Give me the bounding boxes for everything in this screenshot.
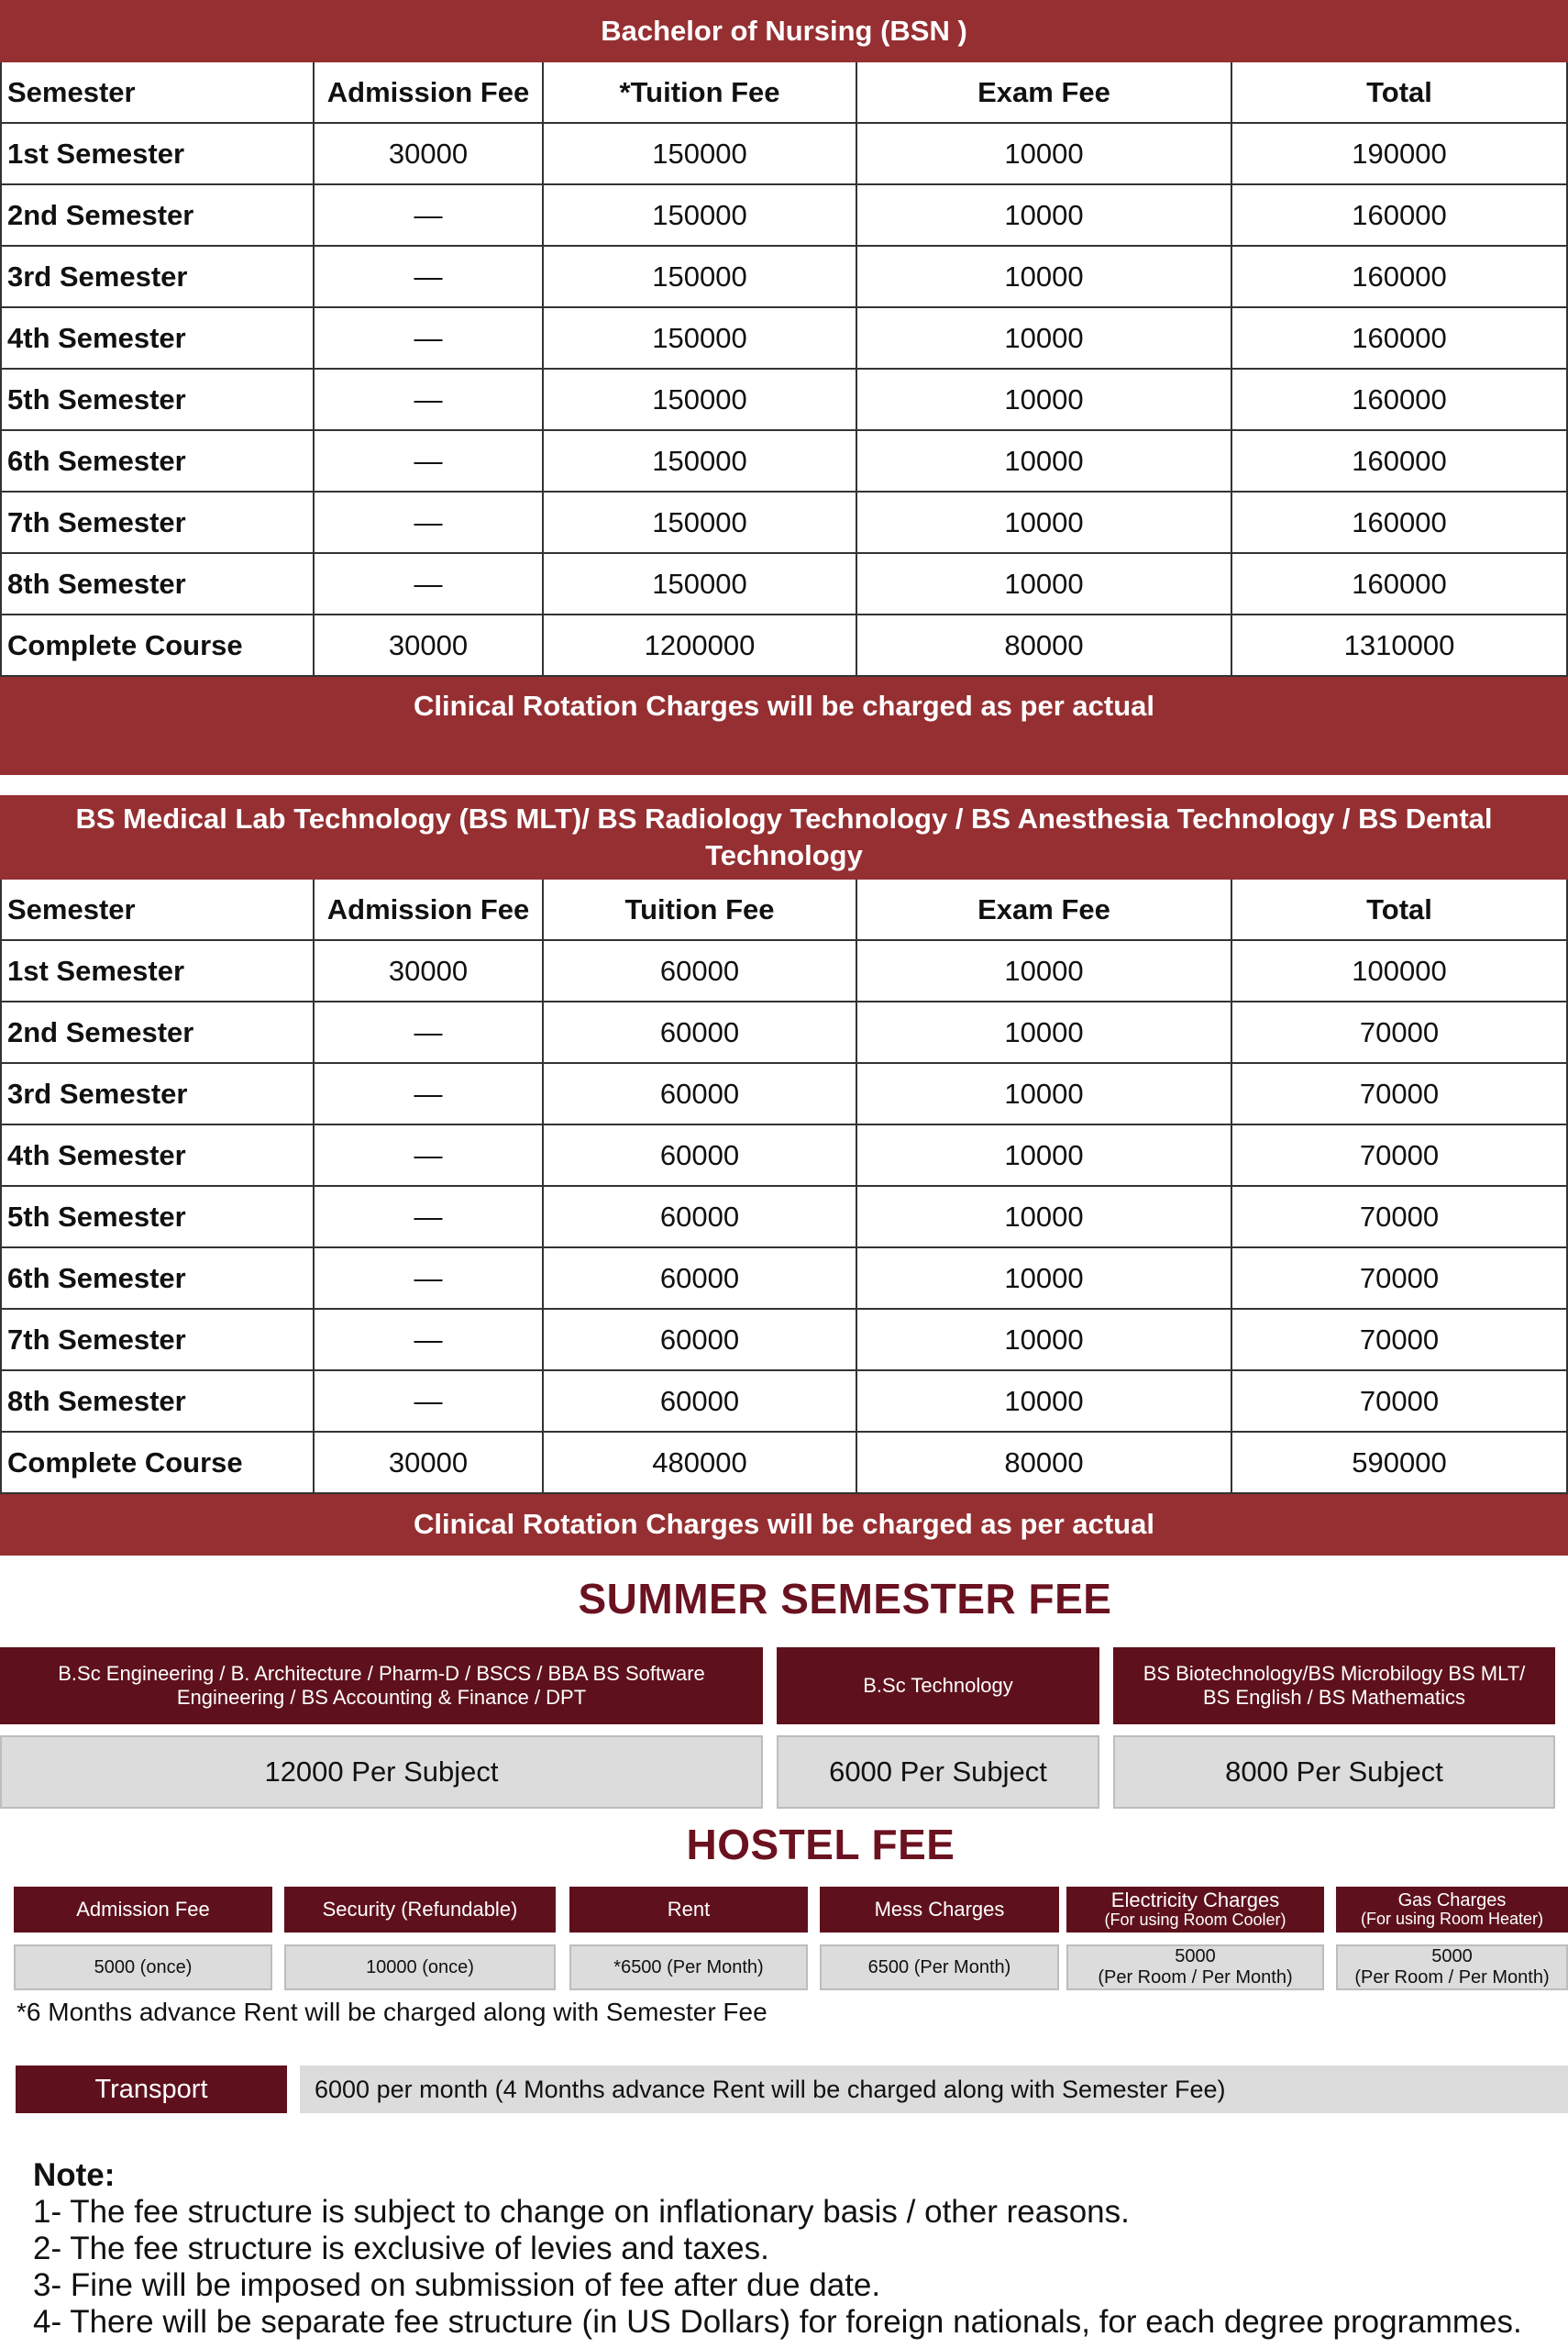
table-row: [1, 184, 1567, 246]
admission-fee-cell: —: [314, 1370, 543, 1432]
admission-fee-cell: —: [314, 246, 543, 307]
hostel-item-value-unit: (Per Room / Per Month): [1098, 1967, 1293, 1988]
exam-fee-cell: 10000: [856, 307, 1231, 369]
total-cell: 160000: [1231, 307, 1567, 369]
hostel-item-value: 10000 (once): [366, 1956, 474, 1977]
col-header-tuition-fee: *Tuition Fee: [543, 61, 856, 123]
table-header-row: [1, 879, 1567, 940]
exam-fee-cell: 10000: [856, 1002, 1231, 1063]
exam-fee-cell: 10000: [856, 184, 1231, 246]
bs-technology-fee-table: [0, 795, 1568, 1556]
tuition-fee-cell: 150000: [543, 369, 856, 430]
total-cell: 70000: [1231, 1063, 1567, 1124]
total-cell: 70000: [1231, 1370, 1567, 1432]
semester-cell: 3rd Semester: [1, 1063, 314, 1124]
semester-cell: 1st Semester: [1, 940, 314, 1002]
bsn-table-title: Bachelor of Nursing (BSN ): [1, 1, 1567, 61]
hostel-item-label: Security (Refundable): [322, 1898, 518, 1921]
admission-fee-cell: —: [314, 492, 543, 553]
col-header-tuition-fee: Tuition Fee: [543, 879, 856, 940]
table-footer-row: [1, 676, 1567, 774]
hostel-security-value: [284, 1944, 556, 1990]
col-header-semester: Semester: [1, 879, 314, 940]
hostel-security-label: [284, 1887, 556, 1933]
admission-fee-cell: 30000: [314, 1432, 543, 1493]
hostel-item-sublabel: (For using Room Heater): [1360, 1910, 1544, 1928]
semester-cell: 6th Semester: [1, 1247, 314, 1309]
col-header-admission-fee: Admission Fee: [314, 879, 543, 940]
hostel-item-value: 6500 (Per Month): [867, 1956, 1011, 1977]
tuition-fee-cell: 60000: [543, 1124, 856, 1186]
admission-fee-cell: —: [314, 307, 543, 369]
note-item: 1- The fee structure is subject to change on inflationary basis / other reasons.: [33, 2194, 1130, 2230]
semester-cell: 5th Semester: [1, 1186, 314, 1247]
tuition-fee-cell: 60000: [543, 940, 856, 1002]
semester-cell: 1st Semester: [1, 123, 314, 184]
exam-fee-cell: 10000: [856, 940, 1231, 1002]
semester-cell: 7th Semester: [1, 1309, 314, 1370]
semester-cell: Complete Course: [1, 615, 314, 676]
exam-fee-cell: 80000: [856, 615, 1231, 676]
hostel-mess-charges-label: [820, 1887, 1059, 1933]
admission-fee-cell: —: [314, 369, 543, 430]
bsn-fee-table: [0, 0, 1568, 775]
summer-program-engineering: B.Sc Engineering / B. Architecture / Pharm-D / BSCS / BBA BS Software Engineering / BS Accounting & Finance / DPT: [0, 1647, 763, 1724]
table-row: [1, 246, 1567, 307]
hostel-item-value: 5000 (once): [94, 1956, 193, 1977]
col-header-exam-fee: Exam Fee: [856, 879, 1231, 940]
hostel-admission-fee-value: [14, 1944, 272, 1990]
table-row: [1, 1370, 1567, 1432]
admission-fee-cell: —: [314, 1186, 543, 1247]
notes-title: Note:: [33, 2157, 116, 2193]
hostel-rent-footnote: *6 Months advance Rent will be charged along with Semester Fee: [17, 1998, 767, 2026]
table-row: [1, 1063, 1567, 1124]
exam-fee-cell: 10000: [856, 430, 1231, 492]
total-cell: 70000: [1231, 1002, 1567, 1063]
summer-program-bsc-technology: B.Sc Technology: [777, 1647, 1099, 1724]
admission-fee-cell: —: [314, 1124, 543, 1186]
summer-fee-engineering: 12000 Per Subject: [0, 1735, 763, 1809]
hostel-item-value-unit: (Per Room / Per Month): [1354, 1967, 1550, 1988]
table-row-total: [1, 1432, 1567, 1493]
total-cell: 160000: [1231, 430, 1567, 492]
table-row: [1, 1247, 1567, 1309]
table-footer-row: [1, 1493, 1567, 1555]
col-header-semester: Semester: [1, 61, 314, 123]
semester-cell: 2nd Semester: [1, 1002, 314, 1063]
hostel-fee-heading: HOSTEL FEE: [686, 1821, 955, 1868]
admission-fee-cell: —: [314, 1247, 543, 1309]
total-cell: 160000: [1231, 184, 1567, 246]
semester-cell: 7th Semester: [1, 492, 314, 553]
table-title-row: [1, 1, 1567, 61]
semester-cell: 5th Semester: [1, 369, 314, 430]
tuition-fee-cell: 60000: [543, 1186, 856, 1247]
tuition-fee-cell: 60000: [543, 1063, 856, 1124]
table-row: [1, 123, 1567, 184]
hostel-electricity-value: [1066, 1944, 1324, 1990]
total-cell: 160000: [1231, 492, 1567, 553]
bs-technology-table-title: BS Medical Lab Technology (BS MLT)/ BS Radiology Technology / BS Anesthesia Technology / BS Dental Technology: [1, 796, 1567, 879]
tuition-fee-cell: 150000: [543, 492, 856, 553]
tuition-fee-cell: 150000: [543, 553, 856, 615]
hostel-item-label: Rent: [667, 1898, 711, 1921]
total-cell: 70000: [1231, 1247, 1567, 1309]
admission-fee-cell: —: [314, 1309, 543, 1370]
summer-fee-biotechnology: 8000 Per Subject: [1113, 1735, 1555, 1809]
tuition-fee-cell: 150000: [543, 123, 856, 184]
exam-fee-cell: 10000: [856, 553, 1231, 615]
total-cell: 100000: [1231, 940, 1567, 1002]
summer-semester-heading: SUMMER SEMESTER FEE: [578, 1575, 1112, 1623]
admission-fee-cell: —: [314, 430, 543, 492]
col-header-admission-fee: Admission Fee: [314, 61, 543, 123]
exam-fee-cell: 10000: [856, 1309, 1231, 1370]
exam-fee-cell: 10000: [856, 1063, 1231, 1124]
note-item: 2- The fee structure is exclusive of levies and taxes.: [33, 2231, 769, 2266]
admission-fee-cell: —: [314, 1063, 543, 1124]
semester-cell: 8th Semester: [1, 1370, 314, 1432]
hostel-rent-value: [569, 1944, 808, 1990]
exam-fee-cell: 10000: [856, 246, 1231, 307]
admission-fee-cell: 30000: [314, 123, 543, 184]
table-row: [1, 940, 1567, 1002]
hostel-item-label: Electricity Charges: [1110, 1888, 1280, 1911]
table-row: [1, 492, 1567, 553]
total-cell: 590000: [1231, 1432, 1567, 1493]
table-row: [1, 1309, 1567, 1370]
admission-fee-cell: 30000: [314, 940, 543, 1002]
table-row-total: [1, 615, 1567, 676]
hostel-gas-label: [1336, 1887, 1568, 1933]
semester-cell: 6th Semester: [1, 430, 314, 492]
hostel-electricity-label: [1066, 1887, 1324, 1933]
table-row: [1, 307, 1567, 369]
admission-fee-cell: —: [314, 553, 543, 615]
admission-fee-cell: —: [314, 1002, 543, 1063]
table-row: [1, 1002, 1567, 1063]
semester-cell: 8th Semester: [1, 553, 314, 615]
note-item: 3- Fine will be imposed on submission of fee after due date.: [33, 2267, 881, 2303]
table-row: [1, 1186, 1567, 1247]
summer-fee-bsc-technology: 6000 Per Subject: [777, 1735, 1099, 1809]
note-item: 4- There will be separate fee structure (in US Dollars) for foreign nationals, for each degree programmes.: [33, 2304, 1522, 2340]
tuition-fee-cell: 150000: [543, 307, 856, 369]
semester-cell: Complete Course: [1, 1432, 314, 1493]
notes-section: [33, 2157, 1522, 2341]
admission-fee-cell: 30000: [314, 615, 543, 676]
table-row: [1, 1124, 1567, 1186]
exam-fee-cell: 10000: [856, 1247, 1231, 1309]
transport-label: Transport: [16, 2066, 287, 2113]
col-header-total: Total: [1231, 61, 1567, 123]
total-cell: 70000: [1231, 1124, 1567, 1186]
total-cell: 70000: [1231, 1186, 1567, 1247]
tuition-fee-cell: 1200000: [543, 615, 856, 676]
summer-program-biotechnology: BS Biotechnology/BS Microbilogy BS MLT/ BS English / BS Mathematics: [1113, 1647, 1555, 1724]
semester-cell: 4th Semester: [1, 1124, 314, 1186]
hostel-item-value: 5000: [1431, 1946, 1473, 1966]
tuition-fee-cell: 60000: [543, 1002, 856, 1063]
table-title-row: [1, 796, 1567, 879]
hostel-item-label: Admission Fee: [76, 1898, 210, 1921]
hostel-item-value: *6500 (Per Month): [613, 1956, 764, 1977]
exam-fee-cell: 10000: [856, 369, 1231, 430]
semester-cell: 4th Semester: [1, 307, 314, 369]
exam-fee-cell: 10000: [856, 1370, 1231, 1432]
table-row: [1, 553, 1567, 615]
total-cell: 160000: [1231, 369, 1567, 430]
exam-fee-cell: 80000: [856, 1432, 1231, 1493]
tuition-fee-cell: 60000: [543, 1247, 856, 1309]
tuition-fee-cell: 480000: [543, 1432, 856, 1493]
admission-fee-cell: —: [314, 184, 543, 246]
exam-fee-cell: 10000: [856, 492, 1231, 553]
col-header-total: Total: [1231, 879, 1567, 940]
hostel-item-sublabel: (For using Room Cooler): [1104, 1911, 1286, 1929]
total-cell: 1310000: [1231, 615, 1567, 676]
clinical-rotation-note: Clinical Rotation Charges will be charged as per actual: [1, 676, 1567, 774]
semester-cell: 2nd Semester: [1, 184, 314, 246]
hostel-admission-fee-label: [14, 1887, 272, 1933]
hostel-item-label: Mess Charges: [874, 1898, 1005, 1921]
hostel-gas-value: [1336, 1944, 1568, 1990]
total-cell: 160000: [1231, 246, 1567, 307]
exam-fee-cell: 10000: [856, 123, 1231, 184]
transport-value: 6000 per month (4 Months advance Rent will be charged along with Semester Fee): [300, 2066, 1568, 2113]
hostel-rent-label: [569, 1887, 808, 1933]
total-cell: 190000: [1231, 123, 1567, 184]
exam-fee-cell: 10000: [856, 1186, 1231, 1247]
total-cell: 70000: [1231, 1309, 1567, 1370]
tuition-fee-cell: 60000: [543, 1309, 856, 1370]
total-cell: 160000: [1231, 553, 1567, 615]
semester-cell: 3rd Semester: [1, 246, 314, 307]
tuition-fee-cell: 150000: [543, 430, 856, 492]
exam-fee-cell: 10000: [856, 1124, 1231, 1186]
tuition-fee-cell: 150000: [543, 246, 856, 307]
col-header-exam-fee: Exam Fee: [856, 61, 1231, 123]
hostel-mess-charges-value: [820, 1944, 1059, 1990]
tuition-fee-cell: 60000: [543, 1370, 856, 1432]
table-row: [1, 430, 1567, 492]
hostel-item-label: Gas Charges: [1397, 1890, 1507, 1911]
tuition-fee-cell: 150000: [543, 184, 856, 246]
hostel-item-value: 5000: [1175, 1946, 1216, 1966]
table-header-row: [1, 61, 1567, 123]
table-row: [1, 369, 1567, 430]
clinical-rotation-note: Clinical Rotation Charges will be charged as per actual: [1, 1493, 1567, 1555]
